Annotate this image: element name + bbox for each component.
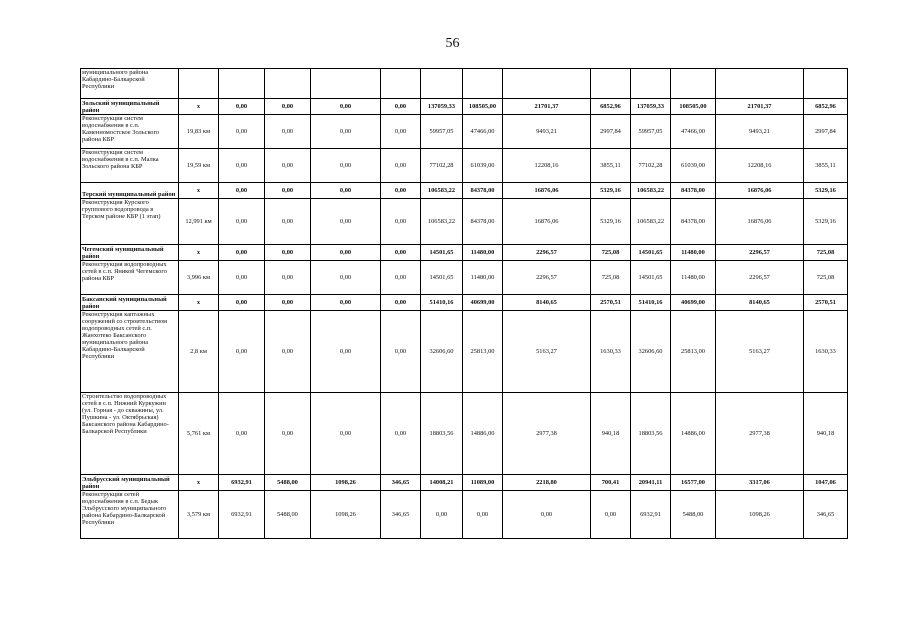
row-name-cell: Реконструкция каптажных сооружений со строительством водопроводных сетей с.п. Жанхотеко Баксанского муниципального района Кабардино-Балкарской Республики: [81, 311, 179, 393]
value-cell: 0,00: [265, 149, 311, 183]
value-cell: 2997,84: [804, 115, 848, 149]
value-cell: 11480,00: [671, 261, 716, 295]
page-number: 56: [445, 36, 460, 51]
value-cell: 108505,00: [671, 99, 716, 115]
value-cell: 0,00: [265, 261, 311, 295]
value-cell: [716, 69, 804, 99]
value-cell: 0,00: [591, 491, 631, 539]
value-cell: 32606,60: [631, 311, 671, 393]
value-cell: 0,00: [265, 393, 311, 475]
value-cell: 0,00: [219, 311, 265, 393]
value-cell: [311, 69, 381, 99]
value-cell: 0,00: [381, 149, 421, 183]
value-cell: 0,00: [381, 295, 421, 311]
value-cell: 725,08: [591, 245, 631, 261]
value-cell: 0,00: [265, 245, 311, 261]
value-cell: х: [179, 99, 219, 115]
value-cell: [179, 69, 219, 99]
value-cell: 0,00: [381, 311, 421, 393]
value-cell: 3855,11: [591, 149, 631, 183]
value-cell: 21701,37: [503, 99, 591, 115]
value-cell: 6932,91: [219, 475, 265, 491]
value-cell: 3317,06: [716, 475, 804, 491]
value-cell: 346,65: [381, 491, 421, 539]
value-cell: 61039,00: [671, 149, 716, 183]
value-cell: 21701,37: [716, 99, 804, 115]
row-name-cell: Реконструкция водопроводных сетей в с.п. Яникой Чегемского района КБР: [81, 261, 179, 295]
value-cell: 2977,38: [716, 393, 804, 475]
value-cell: 47466,00: [463, 115, 503, 149]
value-cell: 9493,21: [503, 115, 591, 149]
value-cell: 0,00: [311, 393, 381, 475]
value-cell: 32606,60: [421, 311, 463, 393]
value-cell: 2296,57: [716, 261, 804, 295]
value-cell: 0,00: [219, 115, 265, 149]
row-name-cell: Эльбрусский муниципальный район: [81, 475, 179, 491]
value-cell: [503, 69, 591, 99]
value-cell: 16876,06: [716, 199, 804, 245]
value-cell: 0,00: [311, 183, 381, 199]
value-cell: [671, 69, 716, 99]
value-cell: 1098,26: [716, 491, 804, 539]
value-cell: 6852,96: [804, 99, 848, 115]
value-cell: 6932,91: [219, 491, 265, 539]
row-name-cell: Реконструкция Курского группового водопровода в Терском районе КБР (1 этап): [81, 199, 179, 245]
value-cell: 59957,05: [421, 115, 463, 149]
value-cell: 2977,38: [503, 393, 591, 475]
value-cell: 40699,00: [671, 295, 716, 311]
value-cell: 106583,22: [421, 199, 463, 245]
value-cell: 0,00: [219, 183, 265, 199]
value-cell: 0,00: [265, 99, 311, 115]
value-cell: 5329,16: [804, 199, 848, 245]
value-cell: 0,00: [219, 295, 265, 311]
value-cell: 700,41: [591, 475, 631, 491]
value-cell: 0,00: [311, 311, 381, 393]
value-cell: х: [179, 183, 219, 199]
value-cell: 59957,05: [631, 115, 671, 149]
value-cell: 51410,16: [421, 295, 463, 311]
value-cell: 0,00: [265, 311, 311, 393]
value-cell: 84378,00: [463, 183, 503, 199]
value-cell: [463, 69, 503, 99]
value-cell: 0,00: [381, 183, 421, 199]
value-cell: 19,83 км: [179, 115, 219, 149]
value-cell: 12,991 км: [179, 199, 219, 245]
value-cell: 14886,00: [671, 393, 716, 475]
value-cell: 1098,26: [311, 491, 381, 539]
value-cell: 5488,00: [265, 475, 311, 491]
value-cell: 11480,00: [463, 245, 503, 261]
value-cell: 0,00: [381, 199, 421, 245]
district-row: [81, 183, 848, 199]
value-cell: 0,00: [311, 199, 381, 245]
value-cell: 11480,00: [671, 245, 716, 261]
table-row: [81, 491, 848, 539]
row-name-cell: Реконструкция систем водоснабжения в с.п. Каменномостское Зольского района КБР: [81, 115, 179, 149]
table-row: [81, 261, 848, 295]
value-cell: 14008,21: [421, 475, 463, 491]
value-cell: 3,579 км: [179, 491, 219, 539]
value-cell: 16876,06: [503, 199, 591, 245]
value-cell: 5163,27: [503, 311, 591, 393]
value-cell: 1630,33: [804, 311, 848, 393]
value-cell: 9493,21: [716, 115, 804, 149]
row-name-cell: Строительство водопроводных сетей в с.п. Нижний Куркужин (ул. Горная - до скважины, ул. Пушкина - ул. Октябрьская) Баксанского района Кабардино-Балкарской Республики: [81, 393, 179, 475]
value-cell: 0,00: [381, 261, 421, 295]
value-cell: 11480,00: [463, 261, 503, 295]
value-cell: 5329,16: [804, 183, 848, 199]
value-cell: 14501,65: [631, 245, 671, 261]
value-cell: 0,00: [219, 99, 265, 115]
value-cell: 0,00: [311, 245, 381, 261]
value-cell: 0,00: [219, 149, 265, 183]
table-row: [81, 149, 848, 183]
value-cell: 47466,00: [671, 115, 716, 149]
value-cell: 2,8 км: [179, 311, 219, 393]
value-cell: 61039,00: [463, 149, 503, 183]
value-cell: 0,00: [311, 99, 381, 115]
value-cell: 51410,16: [631, 295, 671, 311]
table-row: [81, 393, 848, 475]
value-cell: [219, 69, 265, 99]
value-cell: 8140,65: [716, 295, 804, 311]
value-cell: 11089,00: [463, 475, 503, 491]
row-name-cell: муниципального района Кабардино-Балкарской Республики: [81, 69, 179, 99]
value-cell: [804, 69, 848, 99]
value-cell: 725,08: [804, 245, 848, 261]
value-cell: 2570,51: [804, 295, 848, 311]
value-cell: 84378,00: [463, 199, 503, 245]
value-cell: 0,00: [219, 245, 265, 261]
value-cell: 1630,33: [591, 311, 631, 393]
value-cell: 0,00: [311, 149, 381, 183]
district-row: [81, 245, 848, 261]
value-cell: 16876,06: [503, 183, 591, 199]
value-cell: 18803,56: [631, 393, 671, 475]
value-cell: 2296,57: [503, 245, 591, 261]
value-cell: 16876,06: [716, 183, 804, 199]
value-cell: [421, 69, 463, 99]
district-row: [81, 99, 848, 115]
value-cell: 40699,00: [463, 295, 503, 311]
value-cell: 2296,57: [503, 261, 591, 295]
value-cell: 6932,91: [631, 491, 671, 539]
value-cell: 0,00: [463, 491, 503, 539]
value-cell: [591, 69, 631, 99]
value-cell: 106583,22: [631, 183, 671, 199]
table-row: [81, 69, 848, 99]
value-cell: 25813,00: [671, 311, 716, 393]
row-name-cell: Чегемский муниципальный район: [81, 245, 179, 261]
value-cell: 20941,11: [631, 475, 671, 491]
value-cell: 5,761 км: [179, 393, 219, 475]
value-cell: 0,00: [381, 393, 421, 475]
value-cell: 0,00: [381, 245, 421, 261]
value-cell: 0,00: [219, 393, 265, 475]
value-cell: 0,00: [311, 295, 381, 311]
value-cell: 0,00: [311, 261, 381, 295]
value-cell: 5163,27: [716, 311, 804, 393]
value-cell: 0,00: [381, 115, 421, 149]
value-cell: 18803,56: [421, 393, 463, 475]
value-cell: х: [179, 295, 219, 311]
value-cell: 25813,00: [463, 311, 503, 393]
row-name-cell: Реконструкция систем водоснабжения в с.п. Малка Зольского района КБР: [81, 149, 179, 183]
value-cell: 0,00: [265, 295, 311, 311]
value-cell: 940,18: [591, 393, 631, 475]
value-cell: 0,00: [219, 261, 265, 295]
value-cell: 16577,00: [671, 475, 716, 491]
value-cell: 725,08: [591, 261, 631, 295]
value-cell: 14501,65: [421, 245, 463, 261]
value-cell: 1047,06: [804, 475, 848, 491]
value-cell: 3855,11: [804, 149, 848, 183]
value-cell: 346,65: [381, 475, 421, 491]
value-cell: 346,65: [804, 491, 848, 539]
value-cell: 8140,65: [503, 295, 591, 311]
value-cell: х: [179, 475, 219, 491]
value-cell: 14501,65: [421, 261, 463, 295]
row-name-cell: Баксанский муниципальный район: [81, 295, 179, 311]
table-row: [81, 311, 848, 393]
row-name-cell: Зольский муниципальный район: [81, 99, 179, 115]
value-cell: 2296,57: [716, 245, 804, 261]
value-cell: 12208,16: [503, 149, 591, 183]
budget-table: [80, 68, 848, 539]
value-cell: 106583,22: [421, 183, 463, 199]
value-cell: 0,00: [219, 199, 265, 245]
value-cell: 3,996 км: [179, 261, 219, 295]
value-cell: 1098,26: [311, 475, 381, 491]
district-row: [81, 475, 848, 491]
value-cell: 0,00: [503, 491, 591, 539]
value-cell: 12208,16: [716, 149, 804, 183]
value-cell: 84378,00: [671, 199, 716, 245]
value-cell: 5329,16: [591, 183, 631, 199]
value-cell: 19,59 км: [179, 149, 219, 183]
value-cell: 77102,28: [631, 149, 671, 183]
value-cell: 5488,00: [265, 491, 311, 539]
value-cell: 5488,00: [671, 491, 716, 539]
value-cell: 2997,84: [591, 115, 631, 149]
value-cell: 940,18: [804, 393, 848, 475]
table-row: [81, 199, 848, 245]
value-cell: 6852,96: [591, 99, 631, 115]
row-name-cell: Терский муниципальный район: [81, 183, 179, 199]
value-cell: х: [179, 245, 219, 261]
value-cell: 0,00: [421, 491, 463, 539]
value-cell: [381, 69, 421, 99]
value-cell: 0,00: [265, 115, 311, 149]
value-cell: 14501,65: [631, 261, 671, 295]
value-cell: 84378,00: [671, 183, 716, 199]
value-cell: [265, 69, 311, 99]
row-name-cell: Реконструкция сетей водоснабжения в с.п. Бедык Эльбрусского муниципального района Кабардино-Балкарской Республики: [81, 491, 179, 539]
value-cell: 0,00: [265, 199, 311, 245]
value-cell: 77102,28: [421, 149, 463, 183]
value-cell: 2570,51: [591, 295, 631, 311]
value-cell: 106583,22: [631, 199, 671, 245]
value-cell: 0,00: [311, 115, 381, 149]
table-row: [81, 115, 848, 149]
value-cell: 137059,33: [421, 99, 463, 115]
value-cell: 0,00: [265, 183, 311, 199]
value-cell: 108505,00: [463, 99, 503, 115]
value-cell: 137059,33: [631, 99, 671, 115]
value-cell: 2218,80: [503, 475, 591, 491]
value-cell: 0,00: [381, 99, 421, 115]
value-cell: 725,08: [804, 261, 848, 295]
value-cell: 5329,16: [591, 199, 631, 245]
value-cell: 14886,00: [463, 393, 503, 475]
district-row: [81, 295, 848, 311]
value-cell: [631, 69, 671, 99]
